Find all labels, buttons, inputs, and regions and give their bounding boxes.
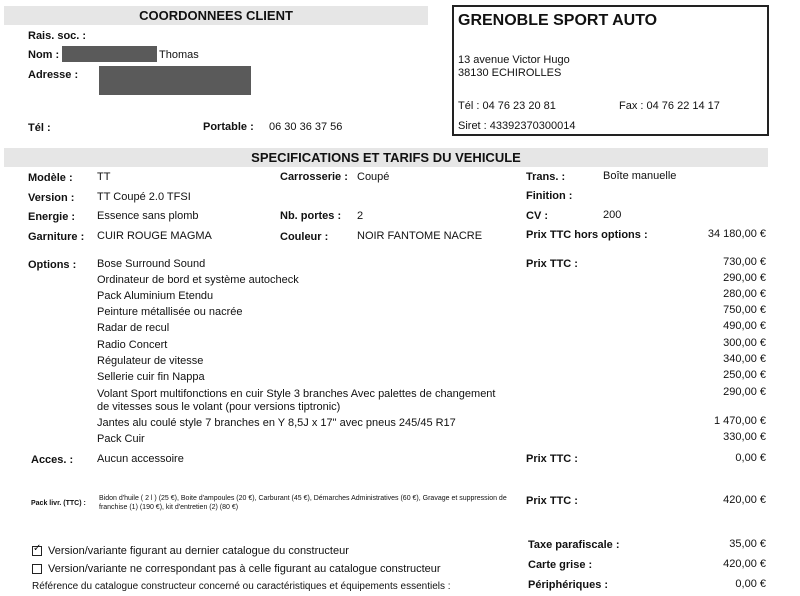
peripheriques-value: 0,00 €: [735, 578, 766, 590]
carte-grise-label: Carte grise :: [528, 559, 593, 571]
option-item: Radar de recul: [97, 322, 170, 334]
checkbox-checked-icon[interactable]: [32, 546, 42, 556]
couleur-value: NOIR FANTOME NACRE: [357, 230, 483, 242]
dealer-box: [452, 5, 769, 136]
pack-line2: franchise (1) (190 €), kit d'entretien (2) (80 €): [99, 504, 239, 511]
dealer-address-line2: 38130 ECHIROLLES: [458, 67, 562, 79]
carrosserie-value: Coupé: [357, 171, 390, 183]
pack-line1: Bidon d'huile ( 2 l ) (25 €), Boite d'ampoules (20 €), Carburant (45 €), Démarches Administratives (60 €), Gravage et suppression de: [99, 495, 507, 502]
finition-label: Finition :: [526, 190, 573, 202]
options-label: Options :: [28, 259, 77, 271]
garniture-value: CUIR ROUGE MAGMA: [97, 230, 212, 242]
option-price: 490,00 €: [723, 320, 766, 332]
option-item: Ordinateur de bord et système autocheck: [97, 274, 299, 286]
acces-prix-value: 0,00 €: [735, 452, 766, 464]
option-item: Jantes alu coulé style 7 branches en Y 8,5J x 17" avec pneus 245/45 R17: [97, 417, 456, 429]
option-item: Peinture métallisée ou nacrée: [97, 306, 243, 318]
modele-label: Modèle :: [28, 172, 73, 184]
option-price: 330,00 €: [723, 431, 766, 443]
prix-hors-options-label: Prix TTC hors options :: [526, 229, 648, 241]
catalogue-reference: Référence du catalogue constructeur concerné ou caractéristiques et équipements essentiels :: [32, 581, 451, 592]
option-item-continued: de vitesses sous le volant (pour versions tiptronic): [97, 401, 341, 413]
adresse-label: Adresse :: [28, 69, 79, 81]
portable-value: 06 30 36 37 56: [269, 121, 343, 133]
option-price: 730,00 €: [723, 256, 766, 268]
option-price: 340,00 €: [723, 353, 766, 365]
pack-prix-value: 420,00 €: [723, 494, 766, 506]
portes-value: 2: [357, 210, 364, 222]
couleur-label: Couleur :: [280, 231, 329, 243]
energie-label: Energie :: [28, 211, 76, 223]
peripheriques-label: Périphériques :: [528, 579, 609, 591]
pack-label: Pack livr. (TTC) :: [31, 500, 86, 507]
catalogue-check-2[interactable]: [32, 563, 441, 575]
option-item: Régulateur de vitesse: [97, 355, 204, 367]
specs-section-header: SPECIFICATIONS ET TARIFS DU VEHICULE: [4, 148, 768, 167]
dealer-address-line1: 13 avenue Victor Hugo: [458, 54, 570, 66]
trans-value: Boîte manuelle: [603, 170, 677, 182]
carrosserie-label: Carrosserie :: [280, 171, 348, 183]
modele-value: TT: [97, 171, 111, 183]
pack-prix-label: Prix TTC :: [526, 495, 578, 507]
garniture-label: Garniture :: [28, 231, 85, 243]
option-price: 280,00 €: [723, 288, 766, 300]
taxe-value: 35,00 €: [729, 538, 766, 550]
option-item: Pack Cuir: [97, 433, 145, 445]
energie-value: Essence sans plomb: [97, 210, 199, 222]
cv-value: 200: [603, 209, 622, 221]
portable-label: Portable :: [203, 121, 254, 133]
taxe-label: Taxe parafiscale :: [528, 539, 620, 551]
option-price: 250,00 €: [723, 369, 766, 381]
trans-label: Trans. :: [526, 171, 566, 183]
catalogue-check-1[interactable]: [32, 545, 349, 557]
options-prix-label: Prix TTC :: [526, 258, 578, 270]
nom-label: Nom :: [28, 49, 60, 61]
nom-value: Thomas: [159, 49, 199, 61]
acces-value: Aucun accessoire: [97, 453, 184, 465]
acces-prix-label: Prix TTC :: [526, 453, 578, 465]
carte-grise-value: 420,00 €: [723, 558, 766, 570]
checkbox-unchecked-icon[interactable]: [32, 564, 42, 574]
dealer-tel: Tél : 04 76 23 20 81: [458, 100, 556, 112]
rais-soc-label: Rais. soc. :: [28, 30, 87, 42]
option-price: 750,00 €: [723, 304, 766, 316]
option-item: Radio Concert: [97, 339, 168, 351]
option-item: Volant Sport multifonctions en cuir Style 3 branches Avec palettes de changement: [97, 388, 496, 400]
option-price: 300,00 €: [723, 337, 766, 349]
option-item: Bose Surround Sound: [97, 258, 206, 270]
catalogue-check-2-label: Version/variante ne correspondant pas à celle figurant au catalogue constructeur: [48, 563, 441, 575]
version-label: Version :: [28, 192, 75, 204]
option-price: 290,00 €: [723, 386, 766, 398]
catalogue-check-1-label: Version/variante figurant au dernier catalogue du constructeur: [48, 545, 349, 557]
redacted-surname: [62, 46, 157, 62]
prix-hors-options-value: 34 180,00 €: [707, 228, 766, 240]
option-item: Sellerie cuir fin Nappa: [97, 371, 205, 383]
option-price: 1 470,00 €: [714, 415, 766, 427]
tel-label: Tél :: [28, 122, 51, 134]
dealer-siret: Siret : 43392370300014: [458, 120, 576, 132]
client-section-header: COORDONNEES CLIENT: [4, 6, 428, 25]
option-price: 290,00 €: [723, 272, 766, 284]
version-value: TT Coupé 2.0 TFSI: [97, 191, 191, 203]
portes-label: Nb. portes :: [280, 210, 342, 222]
redacted-address: [99, 66, 251, 95]
acces-label: Acces. :: [31, 454, 74, 466]
dealer-fax: Fax : 04 76 22 14 17: [619, 100, 720, 112]
cv-label: CV :: [526, 210, 548, 222]
dealer-name: GRENOBLE SPORT AUTO: [458, 12, 658, 29]
option-item: Pack Aluminium Etendu: [97, 290, 214, 302]
